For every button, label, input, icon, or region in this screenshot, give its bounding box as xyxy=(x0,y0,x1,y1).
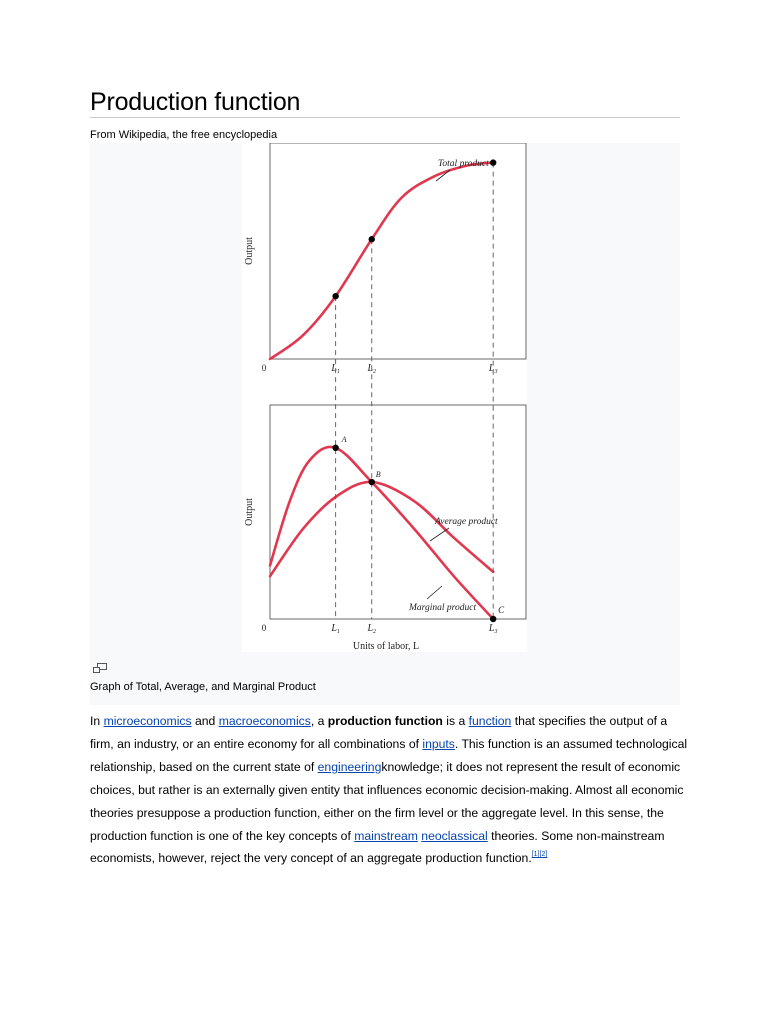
text-run: is a xyxy=(442,714,469,728)
panel-2-marginal-product-curve xyxy=(270,447,493,619)
reference-link-2[interactable]: [2] xyxy=(539,851,548,859)
text-run: theories. Some non-mainstream economists, however, reject the very concept of an aggregate production function. xyxy=(90,828,665,866)
marginal-product-label: Marginal product xyxy=(409,603,477,613)
text-run: and xyxy=(191,714,219,728)
point-c-label: C xyxy=(498,605,505,615)
panel-1-plot-frame xyxy=(270,143,526,359)
panel-2-origin-label: 0 xyxy=(261,623,267,633)
site-tagline: From Wikipedia, the free encyclopedia xyxy=(90,129,278,141)
panel-2-y-axis-label: Output xyxy=(244,498,255,526)
text-run: . This function is an assumed technological relationship, based on the current state of xyxy=(90,736,688,774)
panel-1-tick-label-l2: $L_2$ xyxy=(367,363,377,375)
figure-caption: Graph of Total, Average, and Marginal Product xyxy=(90,681,316,693)
link-microeconomics[interactable]: microeconomics xyxy=(103,714,192,728)
bold-term: production function xyxy=(327,714,443,728)
total-product-label: Total product xyxy=(438,159,489,169)
link-macroeconomics[interactable]: macroeconomics xyxy=(218,714,311,728)
production-graph-image[interactable] xyxy=(242,143,527,652)
point-b xyxy=(369,479,375,485)
panel-1-tick-label-l1: $L_1$ xyxy=(331,363,340,375)
reference-link-1[interactable]: [1] xyxy=(531,851,540,859)
link-mainstream[interactable]: mainstream xyxy=(354,828,418,843)
total-product-point-2 xyxy=(369,236,375,242)
point-c xyxy=(490,616,496,622)
point-a xyxy=(332,445,338,451)
text-run: In xyxy=(90,714,104,728)
average-product-label: Average product xyxy=(435,517,498,527)
figure-thumbnail xyxy=(90,143,680,705)
point-a-label: A xyxy=(341,434,347,444)
lead-paragraph xyxy=(90,710,690,870)
panel-2-tick-label-l1: $L_1$ xyxy=(331,623,340,635)
marginal-product-leader-line xyxy=(427,586,442,599)
panel-2-x-axis-label: Units of labor, L xyxy=(352,641,420,652)
text-run: , a xyxy=(310,714,328,728)
page-title: Production function xyxy=(90,88,301,116)
title-divider xyxy=(90,117,680,118)
panel-2-tick-label-l3: $L_3$ xyxy=(488,623,498,635)
panel-1-y-axis-label: Output xyxy=(244,237,255,265)
link-engineering[interactable]: engineering xyxy=(317,759,382,774)
link-function[interactable]: function xyxy=(468,714,512,728)
panel-1-origin-label: 0 xyxy=(261,363,267,373)
link-neoclassical[interactable]: neoclassical xyxy=(421,828,488,843)
panel-1-total-product-curve xyxy=(270,163,493,359)
production-chart-svg xyxy=(242,143,527,652)
panel-2-average-product-curve xyxy=(270,482,493,576)
total-product-point-1 xyxy=(332,293,338,299)
total-product-point-3 xyxy=(490,159,496,165)
magnify-clip-icon[interactable] xyxy=(92,661,108,673)
text-run: that specifies the output of a firm, an industry, or an entire economy for all combinations of xyxy=(90,714,668,751)
panel-2-tick-label-l2: $L_2$ xyxy=(367,623,377,635)
link-inputs[interactable]: inputs xyxy=(422,736,455,751)
reference-marks xyxy=(532,851,548,858)
point-b-label: B xyxy=(375,470,381,480)
average-product-leader-line xyxy=(430,528,449,541)
text-run: knowledge; it does not represent the result of economic choices, but rather is an externally given entity that influences economic decision-making. Almost all economic theories presuppose a production function, either on the firm level or the aggregate level. In this sense, the production function is one of the key concepts of xyxy=(90,759,684,843)
panel-1-tick-label-l3: $L_3$ xyxy=(488,363,498,375)
